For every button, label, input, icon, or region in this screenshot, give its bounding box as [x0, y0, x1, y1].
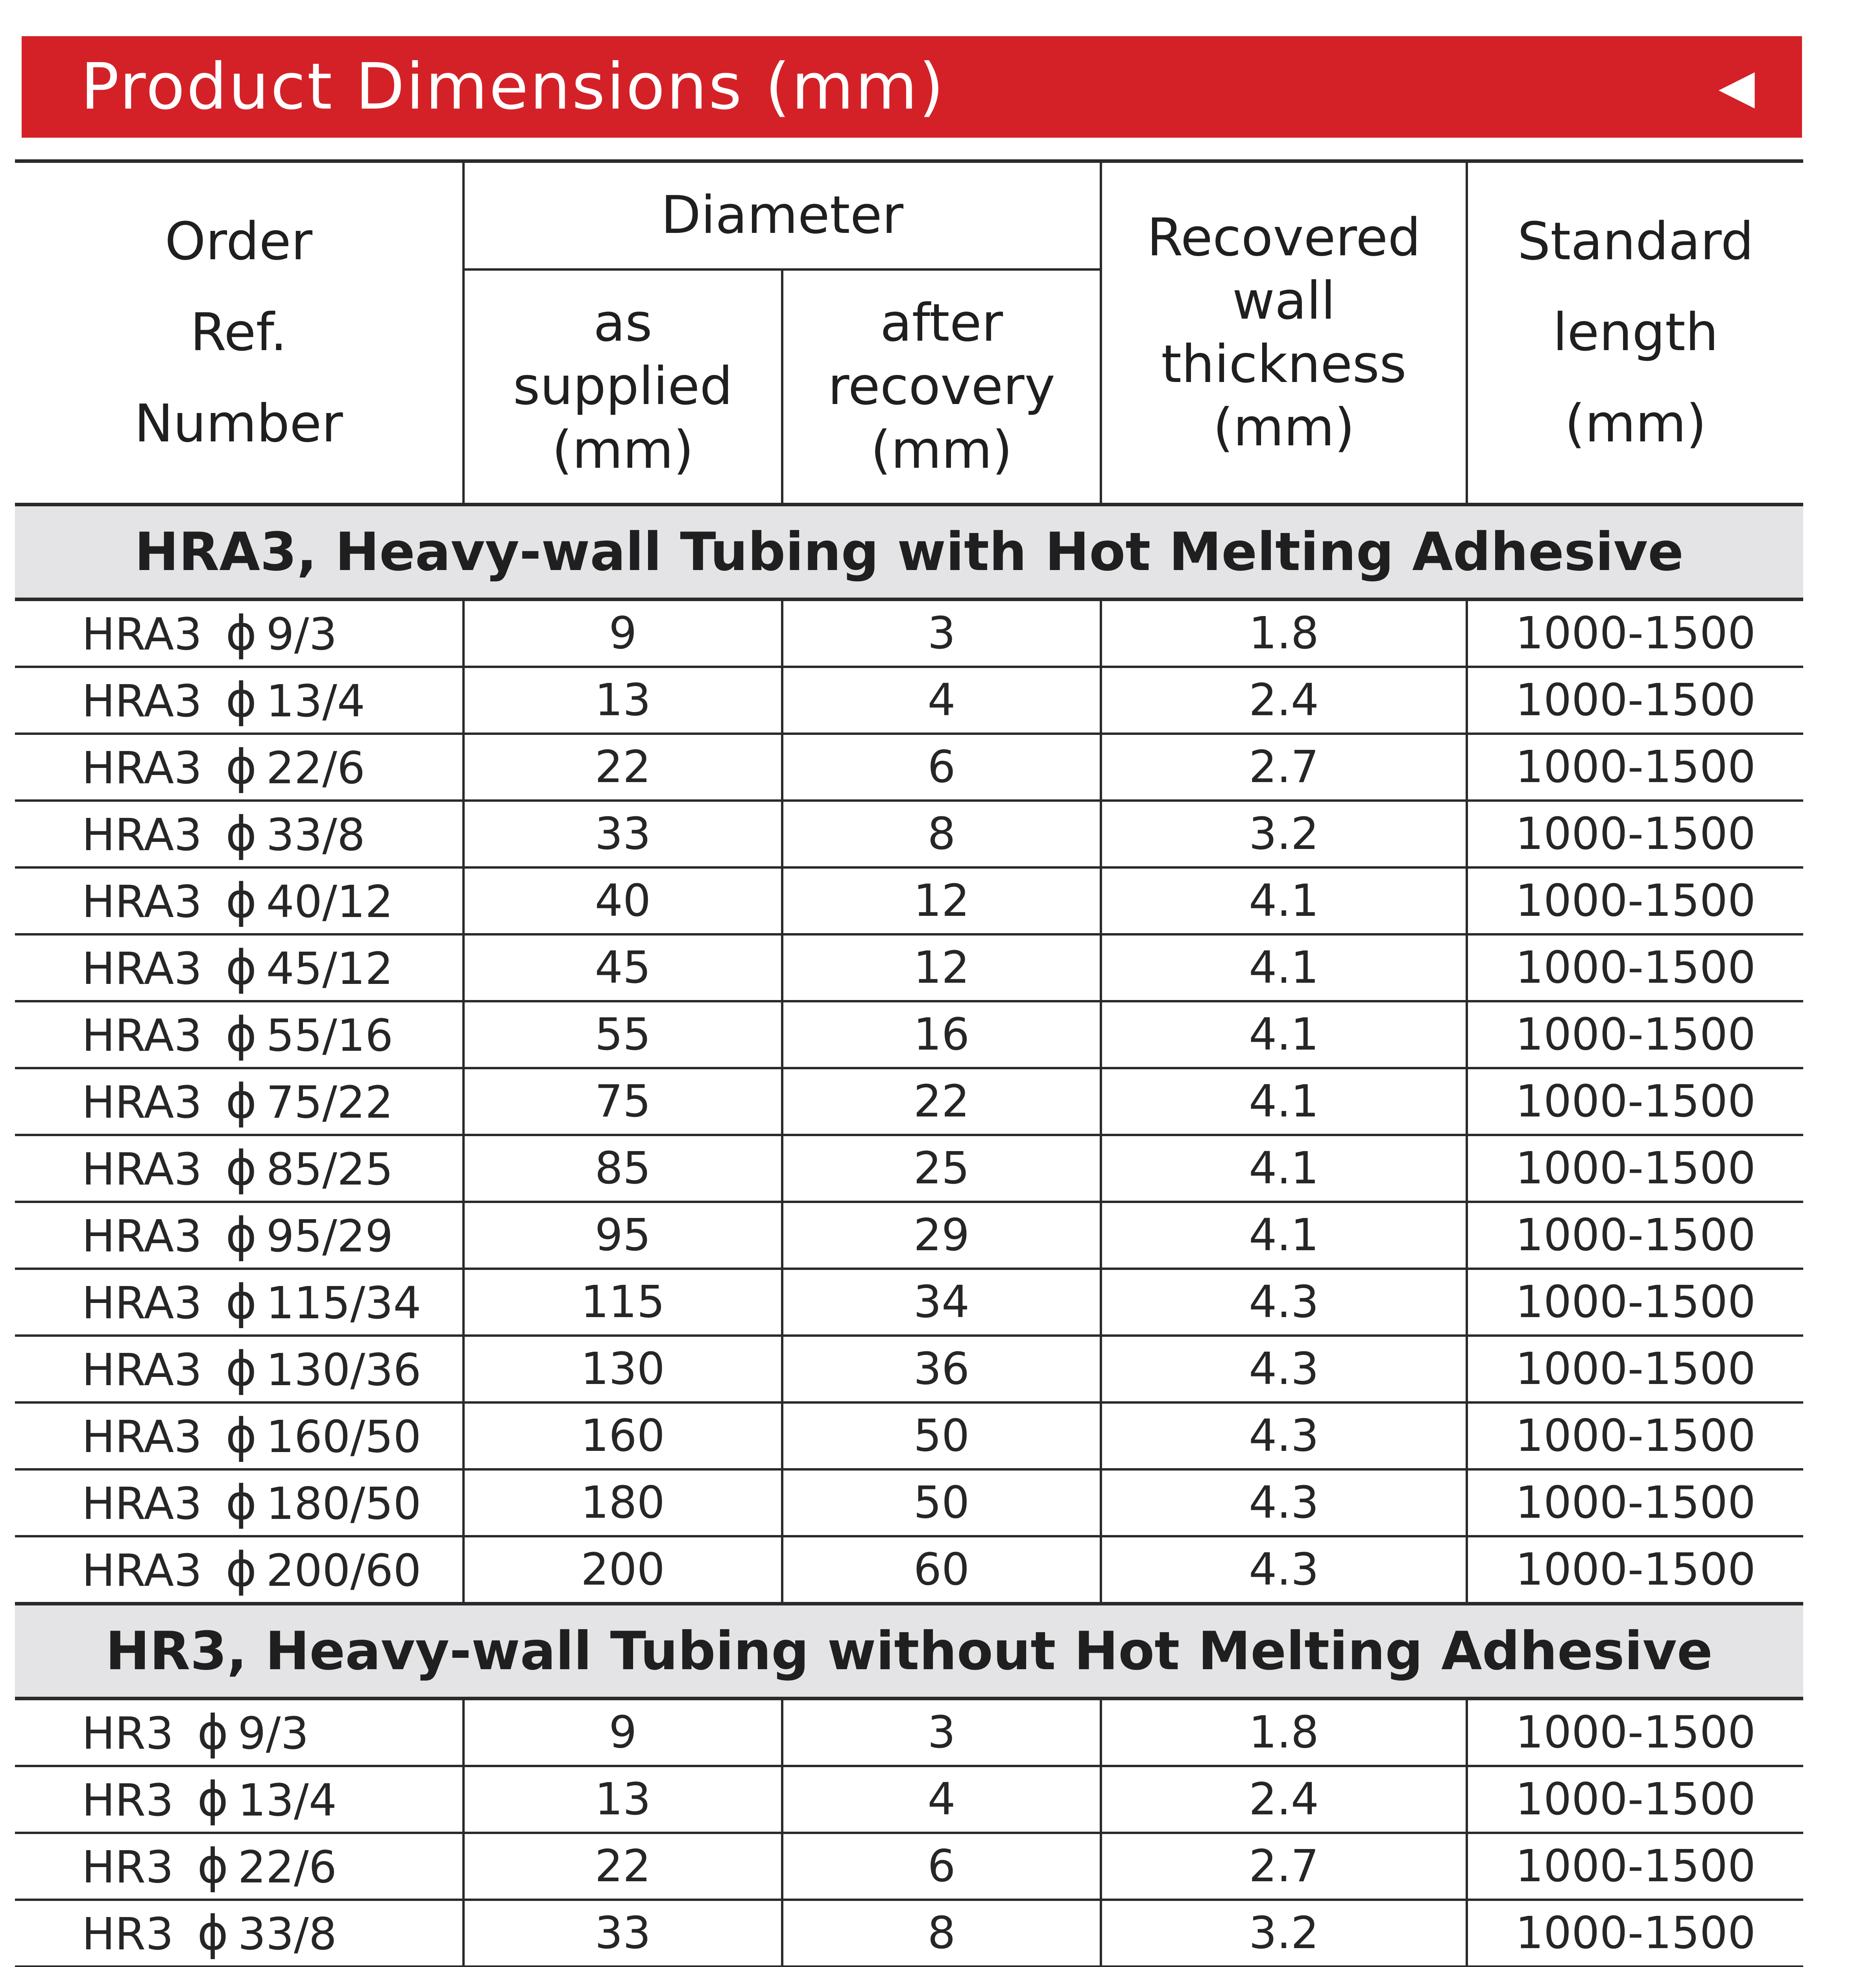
- cell-after-recovery: 60: [782, 1536, 1101, 1604]
- table-row: [15, 1202, 1803, 1269]
- cell-wall-thickness: 2.4: [1101, 667, 1467, 734]
- table-row: [15, 1135, 1803, 1202]
- ref-prefix: HRA3: [82, 1411, 202, 1463]
- ref-size: 22/6: [266, 742, 366, 794]
- cell-after-recovery: 4: [782, 1766, 1101, 1833]
- cell-wall-thickness: 4.3: [1101, 1536, 1467, 1604]
- cell-as-supplied: 13: [463, 667, 782, 734]
- cell-after-recovery: 16: [782, 1001, 1101, 1068]
- cell-standard-length: 1000-1500: [1467, 1068, 1803, 1135]
- cell-standard-length: 1000-1500: [1467, 1766, 1803, 1833]
- table-row: [15, 1699, 1803, 1766]
- cell-wall-thickness: 4.1: [1101, 1068, 1467, 1135]
- diameter-symbol-icon: ϕ: [197, 1906, 229, 1961]
- cell-standard-length: 1000-1500: [1467, 1269, 1803, 1336]
- header-line: Standard: [1517, 211, 1754, 272]
- diameter-symbol-icon: ϕ: [225, 1542, 257, 1597]
- header-line: after: [880, 293, 1003, 354]
- column-header-wall-thickness: [1101, 161, 1467, 505]
- cell-wall-thickness: 4.3: [1101, 1402, 1467, 1469]
- cell-after-recovery: 36: [782, 1336, 1101, 1402]
- cell-after-recovery: 12: [782, 934, 1101, 1001]
- table-row: [15, 934, 1803, 1001]
- cell-as-supplied: 115: [463, 1269, 782, 1336]
- cell-order-ref: [15, 1833, 463, 1900]
- ref-prefix: HRA3: [82, 1344, 202, 1396]
- cell-wall-thickness: 4.3: [1101, 1336, 1467, 1402]
- dimensions-table: [15, 159, 1803, 1967]
- section-title: HR3, Heavy-wall Tubing without Hot Melting Adhesive: [15, 1604, 1803, 1699]
- cell-wall-thickness: 4.1: [1101, 1135, 1467, 1202]
- ref-prefix: HRA3: [82, 742, 202, 794]
- header-line: Ref.: [190, 302, 287, 363]
- ref-prefix: HR3: [82, 1842, 174, 1893]
- cell-after-recovery: 4: [782, 667, 1101, 734]
- diameter-symbol-icon: ϕ: [225, 1408, 257, 1463]
- ref-prefix: HRA3: [82, 609, 202, 660]
- table-row: [15, 1766, 1803, 1833]
- cell-order-ref: [15, 1001, 463, 1068]
- header-line: recovery: [828, 356, 1055, 417]
- cell-order-ref: [15, 867, 463, 934]
- cell-as-supplied: 40: [463, 867, 782, 934]
- cell-standard-length: 1000-1500: [1467, 867, 1803, 934]
- cell-wall-thickness: 2.4: [1101, 1766, 1467, 1833]
- ref-size: 45/12: [266, 943, 393, 995]
- cell-standard-length: 1000-1500: [1467, 734, 1803, 801]
- table-row: [15, 867, 1803, 934]
- cell-standard-length: 1000-1500: [1467, 1833, 1803, 1900]
- cell-standard-length: 1000-1500: [1467, 801, 1803, 867]
- header-line: supplied: [513, 356, 733, 417]
- section-header-row: [15, 505, 1803, 600]
- diameter-symbol-icon: ϕ: [225, 1074, 257, 1129]
- header-line: as: [593, 293, 652, 354]
- section-title: HRA3, Heavy-wall Tubing with Hot Melting Adhesive: [15, 505, 1803, 600]
- cell-order-ref: [15, 1699, 463, 1766]
- cell-standard-length: 1000-1500: [1467, 667, 1803, 734]
- ref-size: 40/12: [266, 876, 393, 928]
- ref-prefix: HRA3: [82, 809, 202, 861]
- cell-standard-length: 1000-1500: [1467, 1336, 1803, 1402]
- ref-prefix: HRA3: [82, 1545, 202, 1596]
- diameter-symbol-icon: ϕ: [225, 1475, 257, 1530]
- cell-after-recovery: 29: [782, 1202, 1101, 1269]
- table-row: [15, 1336, 1803, 1402]
- title-banner: [22, 36, 1802, 138]
- ref-prefix: HRA3: [82, 1478, 202, 1530]
- cell-as-supplied: 22: [463, 1833, 782, 1900]
- diameter-symbol-icon: ϕ: [225, 1007, 257, 1062]
- cell-after-recovery: 34: [782, 1269, 1101, 1336]
- table-row: [15, 1536, 1803, 1604]
- cell-standard-length: 1000-1500: [1467, 1402, 1803, 1469]
- diameter-symbol-icon: ϕ: [225, 673, 257, 728]
- ref-prefix: HRA3: [82, 675, 202, 727]
- cell-wall-thickness: 2.7: [1101, 1833, 1467, 1900]
- ref-size: 180/50: [266, 1478, 421, 1530]
- cell-after-recovery: 50: [782, 1469, 1101, 1536]
- table-row: [15, 1001, 1803, 1068]
- ref-prefix: HRA3: [82, 1210, 202, 1262]
- header-line: Number: [134, 393, 343, 454]
- cell-after-recovery: 12: [782, 867, 1101, 934]
- ref-size: 200/60: [266, 1545, 421, 1596]
- diameter-symbol-icon: ϕ: [225, 1341, 257, 1397]
- cell-as-supplied: 13: [463, 1766, 782, 1833]
- header-line: wall: [1232, 270, 1336, 331]
- diameter-symbol-icon: ϕ: [225, 806, 257, 862]
- cell-as-supplied: 9: [463, 600, 782, 667]
- cell-after-recovery: 3: [782, 600, 1101, 667]
- cell-wall-thickness: 3.2: [1101, 801, 1467, 867]
- section-header-row: [15, 1604, 1803, 1699]
- table-row: [15, 1900, 1803, 1967]
- cell-as-supplied: 130: [463, 1336, 782, 1402]
- cell-order-ref: [15, 1269, 463, 1336]
- cell-standard-length: 1000-1500: [1467, 1469, 1803, 1536]
- cell-as-supplied: 200: [463, 1536, 782, 1604]
- header-line: (mm): [1213, 397, 1355, 458]
- cell-order-ref: [15, 667, 463, 734]
- header-line: thickness: [1161, 334, 1407, 395]
- cell-as-supplied: 85: [463, 1135, 782, 1202]
- cell-wall-thickness: 3.2: [1101, 1900, 1467, 1967]
- table-row: [15, 734, 1803, 801]
- table-row: [15, 667, 1803, 734]
- ref-prefix: HRA3: [82, 1010, 202, 1061]
- diameter-symbol-icon: ϕ: [225, 940, 257, 995]
- cell-wall-thickness: 4.1: [1101, 1202, 1467, 1269]
- ref-size: 13/4: [266, 675, 366, 727]
- ref-size: 115/34: [266, 1277, 421, 1329]
- diameter-symbol-icon: ϕ: [225, 740, 257, 795]
- cell-after-recovery: 8: [782, 801, 1101, 867]
- cell-standard-length: 1000-1500: [1467, 1699, 1803, 1766]
- cell-order-ref: [15, 801, 463, 867]
- cell-as-supplied: 180: [463, 1469, 782, 1536]
- ref-prefix: HR3: [82, 1708, 174, 1759]
- cell-order-ref: [15, 600, 463, 667]
- cell-standard-length: 1000-1500: [1467, 1900, 1803, 1967]
- ref-size: 160/50: [266, 1411, 421, 1463]
- table-body: [15, 505, 1803, 1967]
- triangle-left-icon[interactable]: ◀: [1718, 59, 1755, 114]
- column-header-after-recovery: [782, 269, 1101, 505]
- cell-as-supplied: 95: [463, 1202, 782, 1269]
- cell-wall-thickness: 4.3: [1101, 1469, 1467, 1536]
- cell-wall-thickness: 4.1: [1101, 1001, 1467, 1068]
- cell-wall-thickness: 1.8: [1101, 1699, 1467, 1766]
- cell-order-ref: [15, 1135, 463, 1202]
- cell-order-ref: [15, 1469, 463, 1536]
- column-header-standard-length: [1467, 161, 1803, 505]
- cell-as-supplied: 160: [463, 1402, 782, 1469]
- cell-after-recovery: 25: [782, 1135, 1101, 1202]
- ref-size: 75/22: [266, 1077, 393, 1128]
- cell-standard-length: 1000-1500: [1467, 934, 1803, 1001]
- table-row: [15, 801, 1803, 867]
- cell-order-ref: [15, 1336, 463, 1402]
- column-header-order-ref: [15, 161, 463, 505]
- header-line: (mm): [552, 419, 694, 480]
- ref-size: 130/36: [266, 1344, 421, 1396]
- ref-prefix: HRA3: [82, 1144, 202, 1195]
- diameter-symbol-icon: ϕ: [225, 1275, 257, 1330]
- cell-wall-thickness: 4.1: [1101, 934, 1467, 1001]
- cell-standard-length: 1000-1500: [1467, 1135, 1803, 1202]
- column-header-diameter: Diameter: [463, 161, 1101, 270]
- cell-as-supplied: 9: [463, 1699, 782, 1766]
- cell-standard-length: 1000-1500: [1467, 1202, 1803, 1269]
- cell-standard-length: 1000-1500: [1467, 600, 1803, 667]
- diameter-symbol-icon: ϕ: [197, 1839, 229, 1894]
- ref-size: 33/8: [238, 1908, 337, 1960]
- diameter-symbol-icon: ϕ: [225, 1208, 257, 1263]
- cell-order-ref: [15, 734, 463, 801]
- cell-order-ref: [15, 1202, 463, 1269]
- cell-as-supplied: 45: [463, 934, 782, 1001]
- cell-wall-thickness: 2.7: [1101, 734, 1467, 801]
- header-line: length: [1553, 302, 1719, 363]
- cell-order-ref: [15, 1766, 463, 1833]
- diameter-symbol-icon: ϕ: [197, 1772, 229, 1827]
- ref-size: 85/25: [266, 1144, 393, 1195]
- table-row: [15, 600, 1803, 667]
- table-row: [15, 1833, 1803, 1900]
- cell-after-recovery: 6: [782, 734, 1101, 801]
- cell-after-recovery: 6: [782, 1833, 1101, 1900]
- page-title: Product Dimensions (mm): [81, 50, 945, 124]
- header-line: (mm): [1564, 393, 1707, 454]
- diameter-symbol-icon: ϕ: [225, 873, 257, 928]
- ref-size: 95/29: [266, 1210, 393, 1262]
- cell-after-recovery: 8: [782, 1900, 1101, 1967]
- table-row: [15, 1402, 1803, 1469]
- ref-size: 9/3: [238, 1708, 309, 1759]
- dimensions-table-container: [15, 159, 1803, 1967]
- table-row: [15, 1269, 1803, 1336]
- cell-as-supplied: 75: [463, 1068, 782, 1135]
- cell-wall-thickness: 4.3: [1101, 1269, 1467, 1336]
- cell-order-ref: [15, 934, 463, 1001]
- cell-as-supplied: 55: [463, 1001, 782, 1068]
- cell-after-recovery: 3: [782, 1699, 1101, 1766]
- cell-order-ref: [15, 1536, 463, 1604]
- ref-prefix: HRA3: [82, 943, 202, 995]
- cell-after-recovery: 50: [782, 1402, 1101, 1469]
- table-row: [15, 1068, 1803, 1135]
- ref-prefix: HRA3: [82, 1077, 202, 1128]
- ref-prefix: HRA3: [82, 1277, 202, 1329]
- header-line: Order: [164, 211, 313, 272]
- ref-size: 33/8: [266, 809, 366, 861]
- cell-after-recovery: 22: [782, 1068, 1101, 1135]
- cell-wall-thickness: 1.8: [1101, 600, 1467, 667]
- ref-size: 13/4: [238, 1775, 337, 1826]
- table-row: [15, 1469, 1803, 1536]
- ref-prefix: HR3: [82, 1775, 174, 1826]
- header-line: (mm): [870, 419, 1013, 480]
- ref-size: 55/16: [266, 1010, 393, 1061]
- cell-as-supplied: 33: [463, 801, 782, 867]
- cell-standard-length: 1000-1500: [1467, 1536, 1803, 1604]
- ref-size: 9/3: [266, 609, 337, 660]
- cell-wall-thickness: 4.1: [1101, 867, 1467, 934]
- column-header-as-supplied: [463, 269, 782, 505]
- cell-standard-length: 1000-1500: [1467, 1001, 1803, 1068]
- cell-order-ref: [15, 1900, 463, 1967]
- diameter-symbol-icon: ϕ: [197, 1705, 229, 1760]
- cell-order-ref: [15, 1068, 463, 1135]
- header-line: Recovered: [1147, 207, 1421, 268]
- diameter-symbol-icon: ϕ: [225, 606, 257, 661]
- cell-as-supplied: 33: [463, 1900, 782, 1967]
- cell-order-ref: [15, 1402, 463, 1469]
- ref-prefix: HR3: [82, 1908, 174, 1960]
- ref-size: 22/6: [238, 1842, 337, 1893]
- diameter-symbol-icon: ϕ: [225, 1141, 257, 1196]
- cell-as-supplied: 22: [463, 734, 782, 801]
- ref-prefix: HRA3: [82, 876, 202, 928]
